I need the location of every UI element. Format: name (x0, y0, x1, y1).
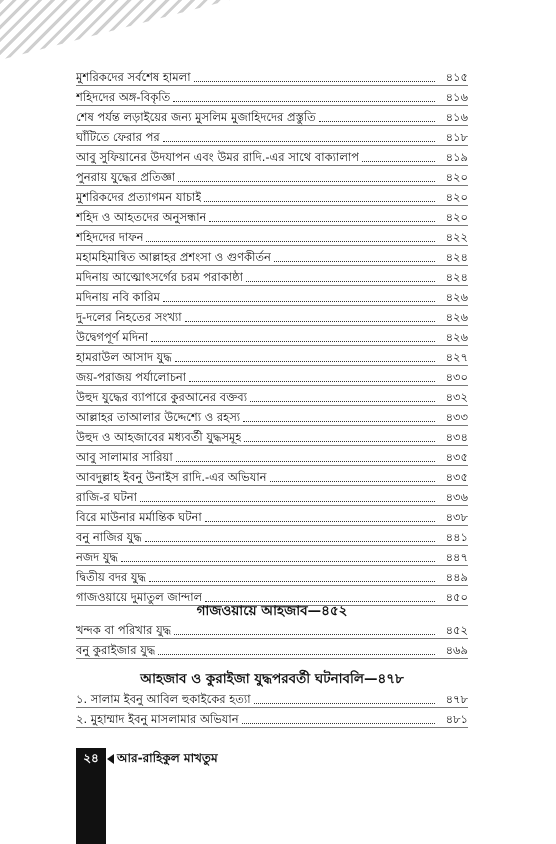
toc-entry (76, 106, 468, 126)
toc-entry-title: শহিদদের অঙ্গ-বিকৃতি (76, 90, 171, 104)
toc-entry-page: ৪২৬ (445, 290, 468, 304)
footer-page-number: ২৪ (83, 751, 99, 765)
toc-entry-page: ৪২৬ (445, 330, 468, 344)
toc-entry-title: ঘাঁটিতে ফেরার পর (76, 130, 160, 144)
toc-entry-page: ৪২৭ (445, 350, 468, 364)
toc-entry (76, 546, 468, 566)
toc-entry (76, 688, 468, 708)
toc-entry (76, 66, 468, 86)
toc-entry (76, 639, 468, 659)
toc-entry-page: ৪৪৯ (445, 570, 468, 584)
toc-entry-page: ৪১৯ (445, 150, 468, 164)
toc-entry-title: উদ্বেগপূর্ণ মদিনা (76, 330, 149, 344)
section-heading-ahzab: গাজওয়ায়ে আহজাব—৪৫২ (196, 603, 348, 619)
dot-leader (194, 80, 435, 82)
dot-leader (185, 320, 435, 322)
toc-entry-title: পুনরায় যুদ্ধের প্রতিজ্ঞা (76, 170, 176, 184)
dot-leader (270, 480, 435, 482)
toc-list-main (76, 66, 468, 606)
corner-hatch-decoration (0, 0, 230, 60)
toc-entry-page: ৪৬৯ (445, 643, 468, 657)
dot-leader (140, 500, 435, 502)
toc-entry-page: ৪১৬ (445, 110, 468, 124)
toc-entry (76, 506, 468, 526)
toc-entry-page: ৪৪১ (445, 530, 468, 544)
toc-entry-page: ৪৩৬ (445, 490, 468, 504)
toc-entry-page: ৪৮১ (445, 712, 468, 726)
toc-entry (76, 486, 468, 506)
toc-entry-title: উহুদ যুদ্ধের ব্যাপারে কুরআনের বক্তব্য (76, 390, 248, 404)
toc-entry-page: ৪২৬ (445, 310, 468, 324)
dot-leader (274, 260, 435, 262)
toc-entry (76, 266, 468, 286)
toc-entry-page: ৪৭৮ (445, 692, 468, 706)
dot-leader (205, 520, 435, 522)
toc-entry-title: আবদুল্লাহ ইবনু উনাইস রাদি.-এর অভিযান (76, 470, 267, 484)
toc-entry-title: জয়-পরাজয় পর্যালোচনা (76, 370, 187, 384)
toc-entry-page: ৪১৫ (445, 70, 468, 84)
toc-entry-page: ৪২০ (445, 170, 468, 184)
toc-entry-title: শহিদদের দাফন (76, 230, 144, 244)
toc-entry (76, 246, 468, 266)
toc-list-ahzab (76, 619, 468, 659)
toc-entry-page: ৪২০ (445, 210, 468, 224)
dot-leader (158, 653, 435, 655)
toc-entry-title: রাজি-র ঘটনা (76, 490, 137, 504)
toc-entry (76, 326, 468, 346)
toc-entry-title: উহুদ ও আহজাবের মধ্যবর্তী যুদ্ধসমূহ (76, 430, 242, 444)
toc-entry-title: গাজওয়ায়ে দুমাতুল জান্দাল (76, 590, 203, 604)
toc-entry (76, 366, 468, 386)
toc-entry (76, 346, 468, 366)
toc-entry-page: ৪৩৮ (445, 510, 468, 524)
toc-entry-title: মহামহিমান্বিত আল্লাহর প্রশংসা ও গুণকীর্তন (76, 250, 271, 264)
toc-entry-title: মদিনায় আত্মোৎসর্গের চরম পরাকাষ্ঠা (76, 270, 243, 284)
dot-leader (178, 180, 435, 182)
dot-leader (250, 400, 435, 402)
toc-entry-page: ৪৩৫ (445, 470, 468, 484)
toc-entry (76, 446, 468, 466)
toc-entry-title: মদিনায় নবি কারিম (76, 290, 160, 304)
toc-entry-title: হামরাউল আসাদ যুদ্ধ (76, 350, 172, 364)
toc-entry (76, 86, 468, 106)
toc-entry-title: দু-দলের নিহতের সংখ্যা (76, 310, 182, 324)
toc-entry (76, 206, 468, 226)
toc-entry-page: ৪৩২ (445, 390, 468, 404)
toc-list-post-ahzab (76, 688, 468, 728)
toc-entry-title: শহিদ ও আহতদের অনুসন্ধান (76, 210, 207, 224)
toc-entry-page: ৪২২ (445, 230, 468, 244)
dot-leader (204, 200, 435, 202)
toc-entry-title: বনু কুরাইজার যুদ্ধ (76, 643, 156, 657)
toc-entry (76, 619, 468, 639)
toc-entry-page: ৪৪৭ (445, 550, 468, 564)
toc-entry (76, 426, 468, 446)
dot-leader (242, 722, 435, 724)
dot-leader (189, 380, 435, 382)
toc-entry-title: খন্দক বা পরিখার যুদ্ধ (76, 623, 172, 637)
toc-entry (76, 466, 468, 486)
toc-entry-title: দ্বিতীয় বদর যুদ্ধ (76, 570, 146, 584)
toc-entry-page: ৪২৪ (445, 250, 468, 264)
toc-entry (76, 286, 468, 306)
dot-leader (174, 633, 435, 635)
toc-entry (76, 186, 468, 206)
toc-entry-page: ৪৫০ (445, 590, 468, 604)
toc-entry (76, 166, 468, 186)
dot-leader (362, 160, 435, 162)
dot-leader (163, 140, 435, 142)
toc-entry-title: শেষ পর্যন্ত লড়াইয়ের জন্য মুসলিম মুজাহিদদের প্রস্তুতি (76, 110, 316, 124)
arrow-left-icon (107, 754, 114, 764)
toc-entry-page: ৪৩০ (445, 370, 468, 384)
footer-book-title: আর-রাহিকুল মাখতুম (117, 751, 218, 765)
toc-entry-title: বনু নাজির যুদ্ধ (76, 530, 142, 544)
dot-leader (145, 540, 435, 542)
toc-entry-title: বিরে মাউনার মর্মান্তিক ঘটনা (76, 510, 202, 524)
dot-leader (163, 300, 435, 302)
toc-entry-title: মুশরিকদের প্রত্যাগমন যাচাই (76, 190, 202, 204)
toc-entry-title: আবু সুফিয়ানের উদযাপন এবং উমর রাদি.-এর সাথে বাক্যালাপ (76, 150, 360, 164)
toc-entry (76, 306, 468, 326)
toc-entry (76, 386, 468, 406)
dot-leader (175, 360, 435, 362)
dot-leader (146, 240, 435, 242)
toc-entry (76, 526, 468, 546)
dot-leader (176, 460, 435, 462)
toc-entry-page: ৪৩৩ (445, 410, 468, 424)
toc-entry-title: আল্লাহর তাআলার উদ্দেশ্যে ও রহস্য (76, 410, 241, 424)
dot-leader (121, 560, 435, 562)
toc-entry (76, 146, 468, 166)
toc-entry-page: ৪১৮ (445, 130, 468, 144)
dot-leader (173, 100, 435, 102)
dot-leader (246, 280, 435, 282)
toc-entry-title: নজদ যুদ্ধ (76, 550, 118, 564)
toc-entry-title: আবু সালামার সারিয়া (76, 450, 173, 464)
toc-entry-title: মুশরিকদের সর্বশেষ হামলা (76, 70, 191, 84)
section-heading-post-ahzab: আহজাব ও কুরাইজা যুদ্ধপরবর্তী ঘটনাবলি—৪৭৮ (140, 671, 404, 687)
toc-entry (76, 226, 468, 246)
dot-leader (149, 580, 435, 582)
toc-entry-page: ৪৩৪ (445, 430, 468, 444)
toc-entry-title: ২. মুহাম্মাদ ইবনু মাসলামার অভিযান (76, 712, 239, 726)
dot-leader (254, 702, 435, 704)
toc-entry-title: ১. সালাম ইবনু আবিল হুকাইকের হত্যা (76, 692, 251, 706)
toc-entry (76, 566, 468, 586)
toc-entry (76, 406, 468, 426)
dot-leader (243, 420, 435, 422)
toc-entry-page: ৪৩৫ (445, 450, 468, 464)
dot-leader (244, 440, 435, 442)
dot-leader (151, 340, 435, 342)
toc-entry-page: ৪৫২ (445, 623, 468, 637)
toc-entry-page: ৪২৪ (445, 270, 468, 284)
dot-leader (209, 220, 435, 222)
toc-entry-page: ৪১৬ (445, 90, 468, 104)
dot-leader (319, 120, 435, 122)
toc-entry (76, 708, 468, 728)
toc-entry-page: ৪২০ (445, 190, 468, 204)
toc-entry (76, 126, 468, 146)
